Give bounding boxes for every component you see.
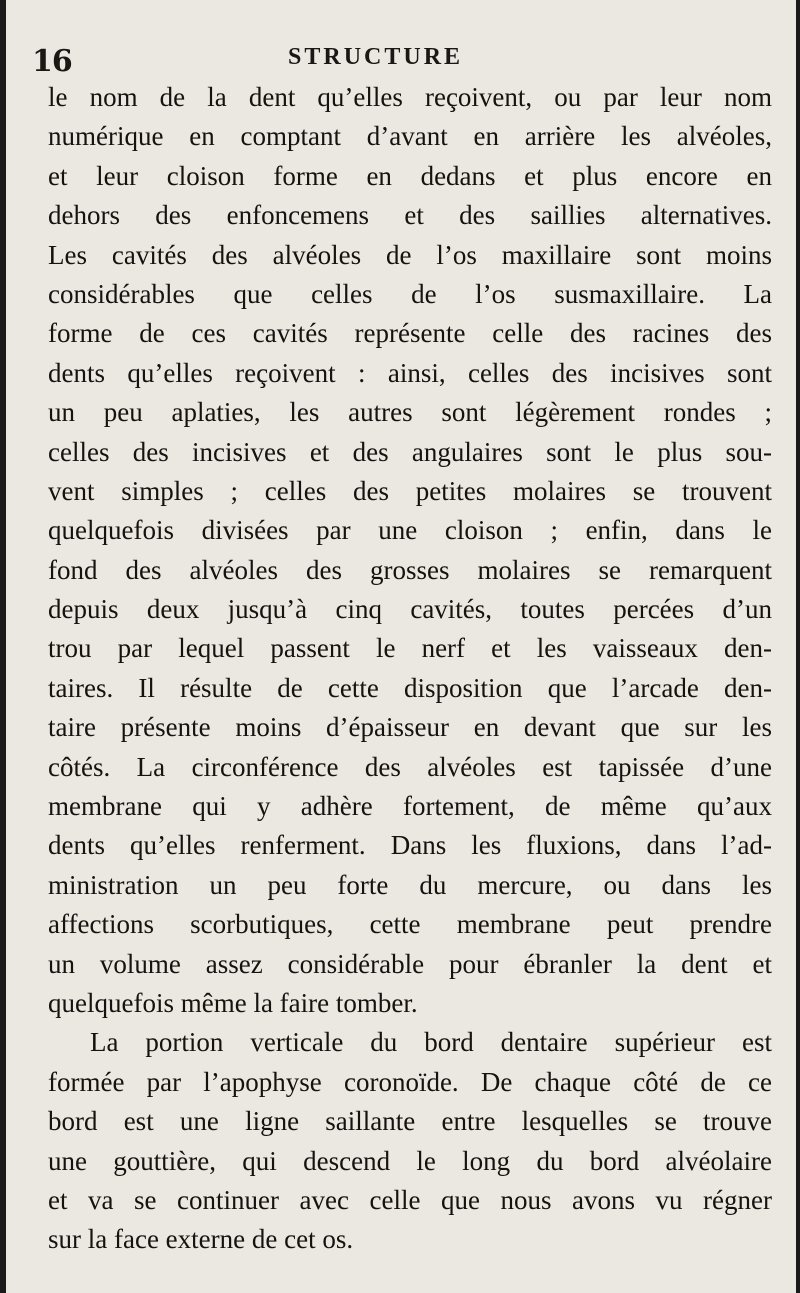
text-line: quelquefois divisées par une cloison ; enfin, dans le: [48, 515, 772, 546]
text-line: affections scorbutiques, cette membrane peut prendre: [48, 909, 772, 940]
text-line: côtés. La circonférence des alvéoles est tapissée d’une: [48, 751, 772, 782]
text-line: le nom de la dent qu’elles reçoivent, ou par leur nom: [48, 82, 772, 112]
text-line: membrane qui y adhère fortement, de même qu’aux: [48, 791, 772, 822]
text-line: depuis deux jusqu’à cinq cavités, toutes percées d’un: [48, 594, 772, 625]
text-line: taires. Il résulte de cette disposition que l’arcade den-: [48, 672, 772, 703]
page-number: 16: [32, 44, 72, 79]
text-line: ministration un peu forte du mercure, ou dans les: [48, 869, 772, 900]
paragraph-2: [48, 1023, 772, 1259]
book-page: [6, 0, 796, 1293]
body-text: [48, 78, 772, 1260]
text-line: fond des alvéoles des grosses molaires se remarquent: [48, 554, 772, 585]
text-line: et leur cloison forme en dedans et plus encore en: [48, 160, 772, 191]
text-line: quelquefois même la faire tomber.: [48, 987, 418, 1018]
text-line: forme de ces cavités représente celle des racines des: [48, 318, 772, 349]
text-line: et va se continuer avec celle que nous avons vu régner: [48, 1184, 772, 1215]
text-line: taire présente moins d’épaisseur en devant que sur les: [48, 712, 772, 743]
text-line: dehors des enfoncemens et des saillies alternatives.: [48, 200, 772, 231]
text-line: sur la face externe de cet os.: [48, 1224, 354, 1255]
paragraph-1: [48, 78, 772, 1023]
text-line: bord est une ligne saillante entre lesquelles se trouve: [48, 1106, 772, 1137]
text-line: formée par l’apophyse coronoïde. De chaque côté de ce: [48, 1066, 772, 1097]
text-line: dents qu’elles renferment. Dans les fluxions, dans l’ad-: [48, 830, 772, 861]
text-line: dents qu’elles reçoivent : ainsi, celles des incisives sont: [48, 357, 772, 388]
page-header: [6, 38, 796, 78]
text-line: numérique en comptant d’avant en arrière les alvéoles,: [48, 121, 772, 152]
running-title: STRUCTURE: [288, 44, 464, 70]
text-line: trou par lequel passent le nerf et les vaisseaux den-: [48, 633, 772, 664]
text-line: La portion verticale du bord dentaire supérieur est: [90, 1027, 772, 1058]
text-line: considérables que celles de l’os susmaxillaire. La: [48, 278, 772, 309]
text-line: un volume assez considérable pour ébranler la dent et: [48, 948, 772, 979]
text-line: une gouttière, qui descend le long du bord alvéolaire: [48, 1145, 772, 1176]
text-line: un peu aplaties, les autres sont légèrement rondes ;: [48, 397, 772, 428]
text-line: Les cavités des alvéoles de l’os maxillaire sont moins: [48, 239, 772, 270]
text-line: celles des incisives et des angulaires sont le plus sou-: [48, 436, 772, 467]
text-line: vent simples ; celles des petites molaires se trouvent: [48, 475, 772, 506]
